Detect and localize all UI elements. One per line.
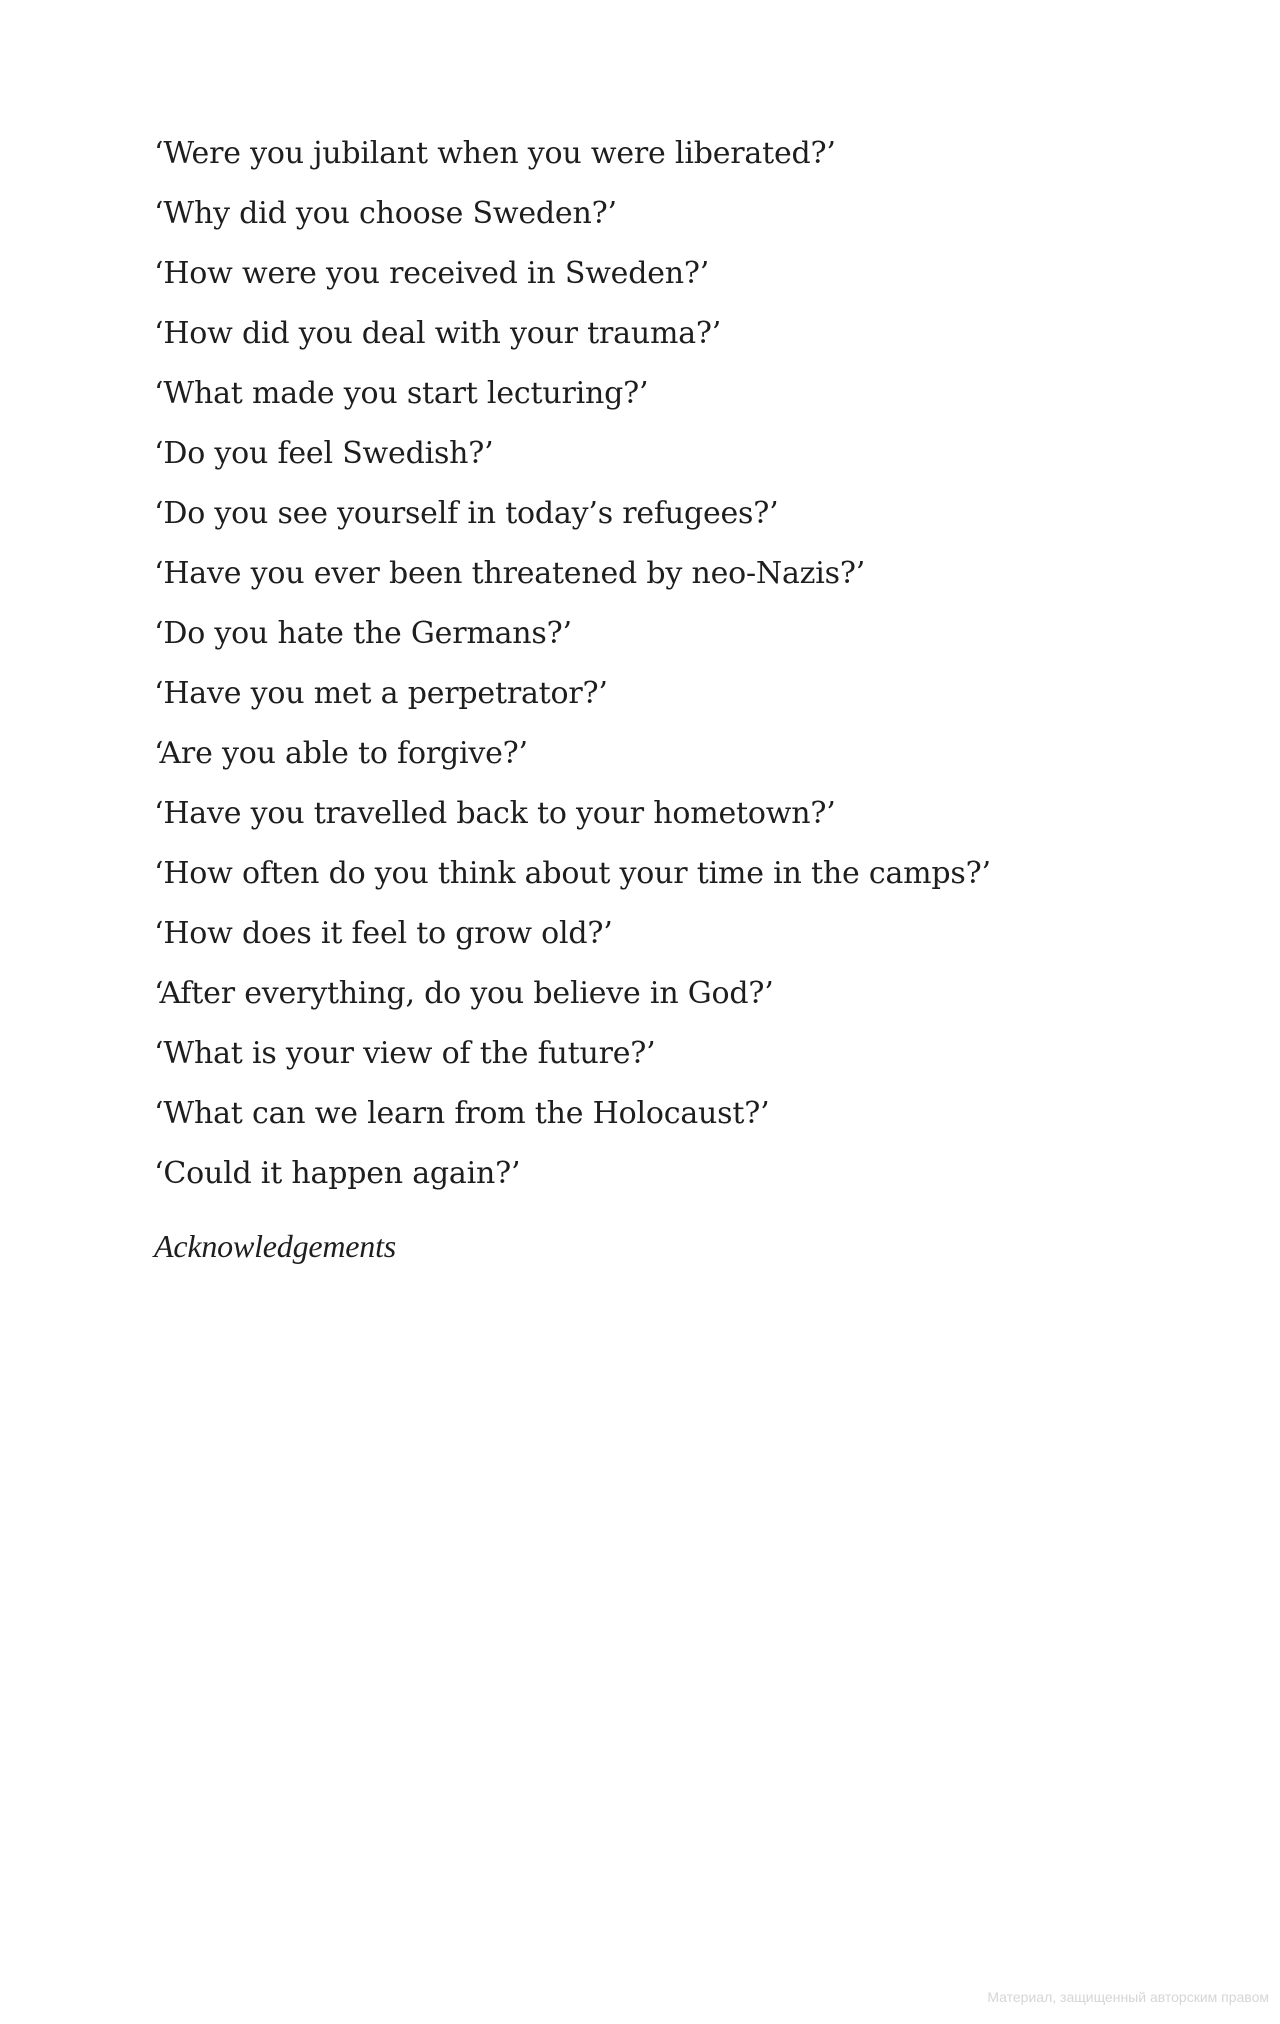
contents-item: ‘How were you received in Sweden?’ bbox=[154, 256, 710, 291]
contents-item: ‘Have you ever been threatened by neo-Nazis?’ bbox=[154, 556, 866, 591]
contents-item: ‘What can we learn from the Holocaust?’ bbox=[154, 1096, 770, 1131]
acknowledgements-item: Acknowledgements bbox=[154, 1228, 397, 1264]
contents-item: ‘Do you see yourself in today’s refugees?’ bbox=[154, 496, 779, 531]
contents-item: ‘Have you met a perpetrator?’ bbox=[154, 676, 608, 711]
contents-item: ‘Why did you choose Sweden?’ bbox=[154, 196, 617, 231]
contents-item: ‘How often do you think about your time in the camps?’ bbox=[154, 856, 991, 891]
contents-list bbox=[154, 124, 991, 1276]
contents-item: ‘How does it feel to grow old?’ bbox=[154, 916, 613, 951]
contents-item: ‘After everything, do you believe in God?’ bbox=[154, 976, 774, 1011]
contents-item: ‘Do you hate the Germans?’ bbox=[154, 616, 572, 651]
copyright-watermark: Материал, защищенный авторским правом bbox=[987, 1989, 1269, 2005]
contents-item: ‘Are you able to forgive?’ bbox=[154, 736, 528, 771]
contents-item: ‘Could it happen again?’ bbox=[154, 1156, 521, 1191]
contents-item: ‘What is your view of the future?’ bbox=[154, 1036, 656, 1071]
contents-item: ‘How did you deal with your trauma?’ bbox=[154, 316, 722, 351]
contents-item: ‘Have you travelled back to your hometown?’ bbox=[154, 796, 836, 831]
contents-item: ‘Do you feel Swedish?’ bbox=[154, 436, 494, 471]
contents-item: ‘What made you start lecturing?’ bbox=[154, 376, 649, 411]
contents-item: ‘Were you jubilant when you were liberated?’ bbox=[154, 136, 836, 171]
